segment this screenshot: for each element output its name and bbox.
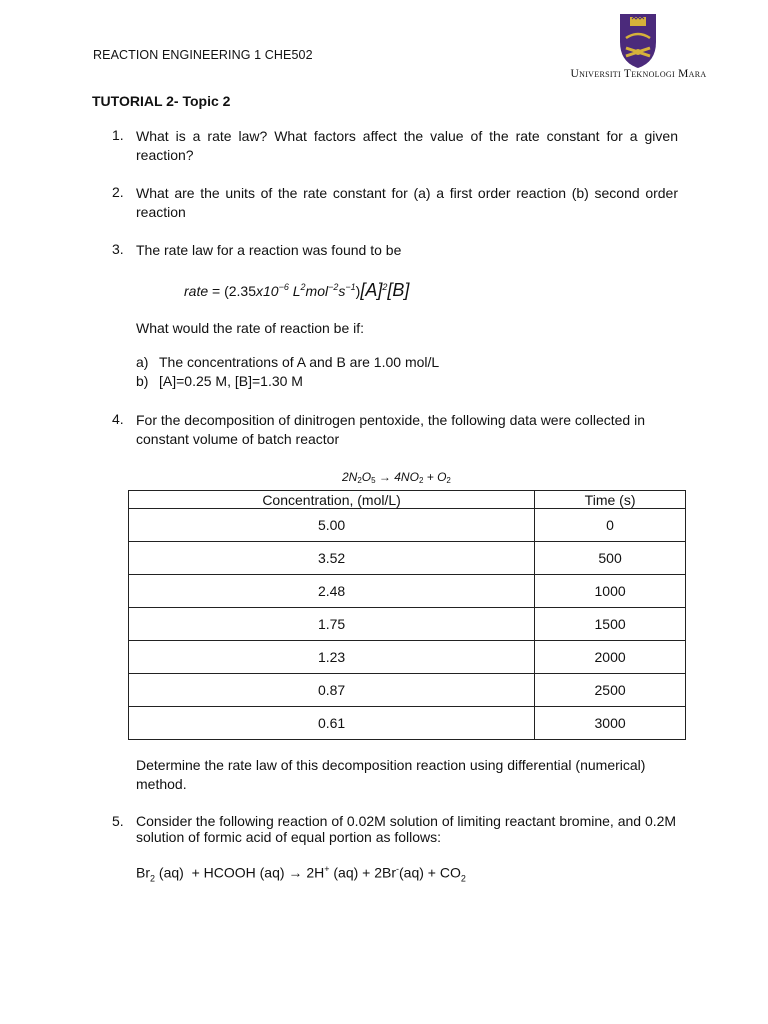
- bromine-reaction-equation: $Br_2$ (aq) + HCOOH (aq) → 2H+ $(aq) + 2Br^-(aq) + CO_2$: [136, 864, 466, 884]
- time-cell: 3000: [535, 707, 686, 740]
- time-cell: 2000: [535, 641, 686, 674]
- concentration-cell: 1.75: [129, 608, 535, 641]
- question-5-number: 5.: [112, 813, 124, 829]
- question-2-text: What are the units of the rate constant for (a) a first order reaction (b) second order reaction: [136, 185, 678, 220]
- table-row: [129, 542, 686, 575]
- concentration-cell: 5.00: [129, 509, 535, 542]
- question-4-text: For the decomposition of dinitrogen pentoxide, the following data were collected in constant volume of batch reactor: [136, 412, 645, 447]
- question-3-part-b-text: [A]=0.25 M, [B]=1.30 M: [159, 373, 303, 389]
- question-4-number: 4.: [112, 411, 124, 427]
- concentration-time-table: [128, 490, 686, 740]
- concentration-cell: 0.87: [129, 674, 535, 707]
- table-row: [129, 608, 686, 641]
- question-1-number: 1.: [112, 127, 124, 143]
- question-3-subquestion: What would the rate of reaction be if:: [136, 320, 365, 336]
- tutorial-title: TUTORIAL 2- Topic 2: [92, 93, 231, 109]
- table-row: [129, 674, 686, 707]
- concentration-cell: 1.23: [129, 641, 535, 674]
- time-cell: 0: [535, 509, 686, 542]
- table-row: [129, 575, 686, 608]
- question-5-text: Consider the following reaction of 0.02M solution of limiting reactant bromine, and 0.2M solution of formic acid of equal portion as follows:: [136, 813, 677, 845]
- concentration-cell: 0.61: [129, 707, 535, 740]
- decomposition-reaction-equation: $2N_2O_5 \to 4NO_2 + O_2$: [342, 470, 451, 485]
- question-3-part-a-text: The concentrations of A and B are 1.00 mol/L: [159, 354, 440, 370]
- table-header-concentration: Concentration, (mol/L): [129, 491, 535, 509]
- table-row: [129, 707, 686, 740]
- question-2-number: 2.: [112, 184, 124, 200]
- table-row: [129, 509, 686, 542]
- question-3-part-a-label: a): [136, 354, 149, 370]
- concentration-cell: 2.48: [129, 575, 535, 608]
- rate-law-equation: rate = ($2.35x10^{-6}$ $L^2mol^{-2}s^{-1})[A]^2[B]$: [184, 280, 410, 300]
- concentration-cell: 3.52: [129, 542, 535, 575]
- question-3-number: 3.: [112, 241, 124, 257]
- university-name: Universiti Teknologi Mara: [570, 68, 707, 80]
- time-cell: 1500: [535, 608, 686, 641]
- crest-icon: [566, 12, 711, 70]
- question-4-instruction: Determine the rate law of this decomposition reaction using differential (numerical) method.: [136, 757, 646, 792]
- table-header-time: Time (s): [535, 491, 686, 509]
- question-3-text: The rate law for a reaction was found to be: [136, 242, 402, 258]
- question-3-part-b-label: b): [136, 373, 149, 389]
- time-cell: 1000: [535, 575, 686, 608]
- table-header-row: [129, 491, 686, 509]
- course-header: REACTION ENGINEERING 1 CHE502: [93, 48, 313, 62]
- time-cell: 500: [535, 542, 686, 575]
- time-cell: 2500: [535, 674, 686, 707]
- table-row: [129, 641, 686, 674]
- question-1-text: What is a rate law? What factors affect the value of the rate constant for a given reaction?: [136, 128, 678, 163]
